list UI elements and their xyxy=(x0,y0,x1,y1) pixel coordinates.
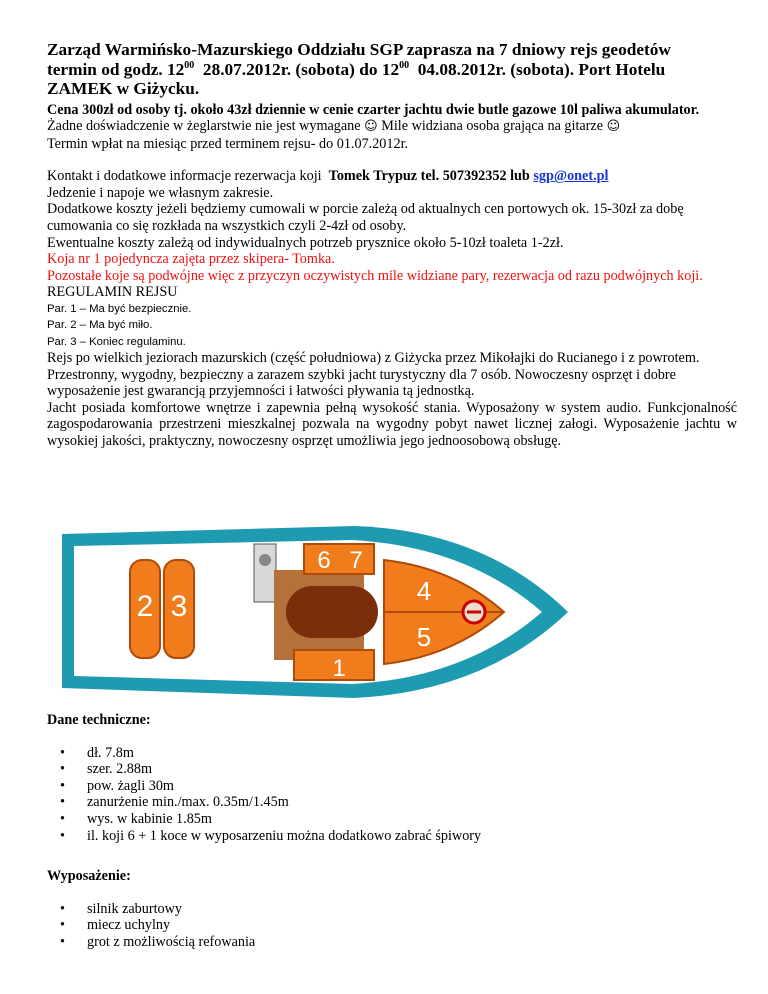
equipment-title: Wyposażenie: xyxy=(47,868,131,885)
smiley-icon: ☺ xyxy=(606,119,621,135)
bullet-icon: • xyxy=(60,794,65,811)
contact-prefix: Kontakt i dodatkowe informacje rezerwacja koji xyxy=(47,168,329,185)
bullet-icon: • xyxy=(60,744,65,761)
galley xyxy=(254,544,276,602)
spec-item: • pow. żagli 30m xyxy=(60,777,174,794)
yacht-text: Przestronny, wygodny, bezpieczny a zarazem szybki jacht turystyczny dla 7 osób. Nowoczesny osprzęt i dobre wyposażenie jest gwarancją przyjemności i łatwości pływania tą jednostką. xyxy=(47,366,676,400)
specs-section xyxy=(47,712,737,951)
title-line-1: Zarząd Warmińsko-Mazurskiego Oddziału SGP zaprasza na 7 dniowy rejs geodetów xyxy=(47,40,671,59)
berth-label: 6 xyxy=(317,547,331,574)
berth-label: 1 xyxy=(332,655,346,682)
berth-label: 5 xyxy=(416,622,432,652)
spec-item: • dł. 7.8m xyxy=(60,744,134,761)
galley-stove-icon xyxy=(259,554,271,566)
spec-item: • wys. w kabinie 1.85m xyxy=(60,810,212,827)
document-content xyxy=(47,40,737,449)
email-link[interactable]: sgp@onet.pl xyxy=(533,168,609,185)
rules-title: REGULAMIN REJSU xyxy=(47,284,178,301)
berth-6-7 xyxy=(304,544,374,574)
bullet-icon: • xyxy=(60,761,65,778)
specs-title: Dane techniczne: xyxy=(47,712,151,728)
double-berths-note: Pozostałe koje są podwójne więc z przyczyn oczywistych mile widziane pary, rezerwacja od razu podwójnych koji. xyxy=(47,267,703,284)
berth-label: 4 xyxy=(416,576,432,606)
specs-list xyxy=(47,745,737,845)
bullet-icon: • xyxy=(60,810,65,827)
contact-text xyxy=(47,168,737,185)
title-line-2c: 04.08.2012r. (sobota). Port Hotelu xyxy=(409,59,666,79)
food-text: Jedzenie i napoje we własnym zakresie. xyxy=(47,184,274,201)
equipment-item: • silnik zaburtowy xyxy=(60,900,182,917)
interior-text: Jacht posiada komfortowe wnętrze i zapewnia pełną wysokość stania. Wyposażony w system audio. Funkcjonalność zagospodarowania przestrzeni mieszkalnej pozwala na wygodny pobyt nawet licznej załogi. Wyposażenie jachtu w wysokiej jakości, praktyczny, nowoczesny osprzęt umożliwia jego jednoosobową obsługę. xyxy=(47,399,737,449)
announcement-title xyxy=(47,40,737,99)
experience-a: Żadne doświadczenie w żeglarstwie nie jest wymagane xyxy=(47,118,361,135)
deadline-text: Termin wpłat na miesiąc przed terminem rejsu- do 01.07.2012r. xyxy=(47,135,409,152)
title-line-2b: 28.07.2012r. (sobota) do 12 xyxy=(194,59,400,79)
title-line-2a: termin od godz. 12 xyxy=(47,59,185,79)
bullet-icon: • xyxy=(60,917,65,934)
title-sup-2: 00 xyxy=(399,59,410,71)
equipment-item: • grot z możliwością refowania xyxy=(60,933,256,950)
spec-item: • zanurżenie min./max. 0.35m/1.45m xyxy=(60,794,289,811)
rule-item: Par. 3 – Koniec regulaminu. xyxy=(47,335,186,348)
route-text: Rejs po wielkich jeziorach mazurskich (część południowa) z Giżycka przez Mikołajki do Rucianego i z powrotem. xyxy=(47,349,700,366)
bullet-icon: • xyxy=(60,933,65,950)
berth-label: 2 xyxy=(136,590,154,623)
skipper-berth-note: Koja nr 1 pojedyncza zajęta przez skipera- Tomka. xyxy=(47,251,335,268)
costs-text: Dodatkowe koszty jeżeli będziemy cumowali w porcie zależą od aktualnych cen portowych ok. 15-30zł za dobę cumowania co się rozkłada na wszystkich czyli 2-4zł od osoby. xyxy=(47,201,684,235)
saloon-table xyxy=(286,586,378,638)
equipment-item: • miecz uchylny xyxy=(60,917,171,934)
contact-person: Tomek Trypuz tel. 507392352 lub xyxy=(328,168,534,185)
smiley-icon: ☺ xyxy=(364,119,378,135)
extra-costs-text: Ewentualne koszty zależą od indywidualnych potrzeb prysznice około 5-10zł toaleta 1-2zł. xyxy=(47,234,564,251)
rule-item: Par. 1 – Ma być bezpiecznie. xyxy=(47,303,192,316)
title-sup-1: 00 xyxy=(184,59,195,71)
title-line-3: ZAMEK w Giżycku. xyxy=(47,79,200,98)
equipment-list xyxy=(47,901,737,951)
price-text: Cena 300zł od osoby tj. około 43zł dziennie w cenie czarter jachtu dwie butle gazowe 10l paliwa akumulator. xyxy=(47,101,700,118)
rule-item: Par. 2 – Ma być miło. xyxy=(47,319,153,332)
experience-b: Mile widziana osoba grająca na gitarze xyxy=(377,118,607,135)
berth-label: 3 xyxy=(170,590,188,623)
bullet-icon: • xyxy=(60,827,65,844)
spec-item: • szer. 2.88m xyxy=(60,761,153,778)
yacht-deck-plan xyxy=(54,520,574,700)
experience-text xyxy=(47,118,737,136)
berth-label: 7 xyxy=(349,547,363,574)
bullet-icon: • xyxy=(60,777,65,794)
bullet-icon: • xyxy=(60,900,65,917)
spec-item: • il. koji 6 + 1 koce w wyposarzeniu można dodatkowo zabrać śpiwory xyxy=(60,827,482,844)
